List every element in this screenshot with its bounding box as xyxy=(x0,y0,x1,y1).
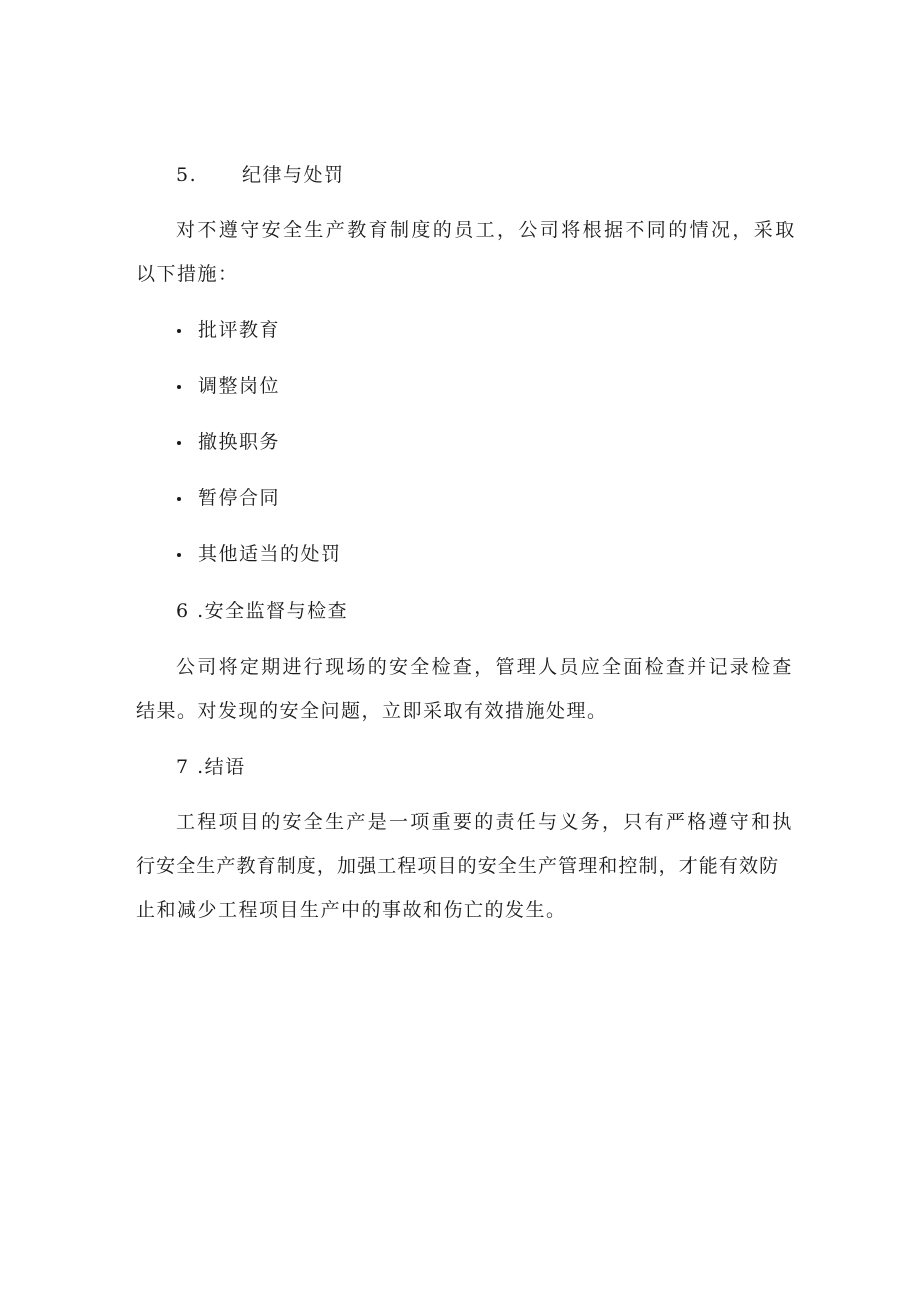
section7-body-line3: 止和减少工程项目生产中的事故和伤亡的发生。 xyxy=(136,899,567,921)
bullet-dot-icon xyxy=(177,497,181,501)
section6-body-line1: 公司将定期进行现场的安全检查，管理人员应全面检查并记录检查 xyxy=(176,656,794,678)
bullet-dot-icon xyxy=(177,329,181,333)
bullet-dot-icon xyxy=(177,553,181,557)
bullet-dot-icon xyxy=(177,385,181,389)
section5-number: 5. xyxy=(176,164,198,186)
section5-intro-line1: 对不遵守安全生产教育制度的员工，公司将根据不同的情况，采取 xyxy=(176,219,797,241)
section6-heading: 6 .安全监督与检查 xyxy=(176,600,349,622)
bullet-dot-icon xyxy=(177,441,181,445)
measure-label: 其他适当的处罚 xyxy=(198,543,342,565)
section5-intro-line2: 以下措施： xyxy=(136,263,239,285)
section7-body-line2: 行安全生产教育制度，加强工程项目的安全生产管理和控制，才能有效防 xyxy=(136,855,780,877)
section7-body-line1: 工程项目的安全生产是一项重要的责任与义务，只有严格遵守和执 xyxy=(176,811,794,833)
section7-heading: 7 .结语 xyxy=(176,756,246,778)
measure-label: 暂停合同 xyxy=(198,487,281,509)
section6-body-line2: 结果。对发现的安全问题，立即采取有效措施处理。 xyxy=(136,700,608,722)
section5-title: 纪律与处罚 xyxy=(242,164,345,186)
section5-heading xyxy=(176,163,197,187)
measure-label: 调整岗位 xyxy=(198,375,281,397)
measure-label: 撤换职务 xyxy=(198,431,281,453)
measure-label: 批评教育 xyxy=(198,319,281,341)
